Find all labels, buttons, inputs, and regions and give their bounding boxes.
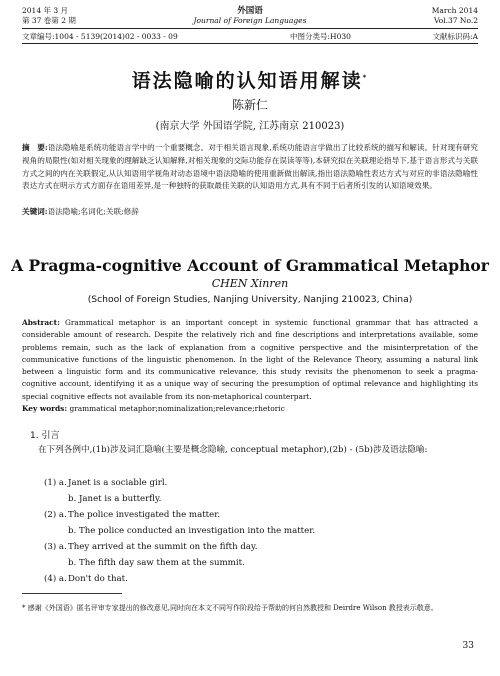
example-2a bbox=[44, 508, 220, 522]
example-text: The police investigated the matter. bbox=[68, 510, 221, 520]
example-4a bbox=[44, 572, 128, 586]
abstract-en bbox=[22, 317, 478, 403]
keywords-zh-label: 关键词: bbox=[22, 207, 48, 216]
header-journal-en: Journal of Foreign Languages bbox=[193, 16, 307, 25]
example-number: (1) a. bbox=[44, 478, 67, 488]
page-number: 33 bbox=[462, 641, 474, 651]
title-footnote-mark: * bbox=[362, 73, 369, 82]
meta-rule bbox=[22, 43, 478, 44]
example-text: Janet is a sociable girl. bbox=[68, 478, 168, 488]
abstract-en-text: Grammatical metaphor is an important concept in systemic functional grammar that has attracted a considerable amount of research. Despite the relatively rich and fine descriptions and interpretations available, some problems remain, such as the lack of explanation from a cognitive perspective and the misinterpretation of the communicative functions of the linguistic phenomenon. In the light of the Relevance Theory, assuming a natural link between a linguistic form and its communicative relevance, this study revisits the phenomenon to seek a pragma-cognitive account, identifying it as a unique way of securing the presumption of optimal relevance and highlighting its special cognitive effects not available from its non-metaphorical counterpart. bbox=[22, 318, 478, 401]
author-en: CHEN Xinren bbox=[211, 277, 289, 290]
keywords-en-label: Key words: bbox=[22, 404, 68, 413]
intro-paragraph: 在下列各例中,(1b)涉及词汇隐喻(主要是概念隐喻, conceptual metaphor),(2b) - (5b)涉及语法隐喻: bbox=[38, 445, 428, 455]
example-number: (2) a. bbox=[44, 510, 67, 520]
title-zh bbox=[0, 66, 500, 93]
running-header bbox=[22, 6, 478, 30]
footnote-rule bbox=[22, 593, 122, 594]
header-rule bbox=[22, 28, 478, 29]
example-3a bbox=[44, 540, 257, 554]
example-1b: b. Janet is a butterfly. bbox=[68, 494, 162, 504]
affiliation-zh: (南京大学 外国语学院, 江苏南京 210023) bbox=[155, 121, 345, 132]
abstract-zh bbox=[22, 142, 478, 193]
header-volume-zh: 第 37 卷第 2 期 bbox=[22, 16, 76, 25]
example-3b: b. The fifth day saw them at the summit. bbox=[68, 558, 245, 568]
keywords-zh bbox=[22, 206, 478, 219]
example-1a bbox=[44, 476, 167, 490]
affiliation-en: (School of Foreign Studies, Nanjing University, Nanjing 210023, China) bbox=[87, 294, 413, 305]
example-2b: b. The police conducted an investigation into the matter. bbox=[68, 526, 316, 536]
header-volume-en: Vol.37 No.2 bbox=[433, 16, 478, 25]
article-number: 文章编号:1004 - 5139(2014)02 - 0033 - 09 bbox=[22, 32, 178, 41]
article-meta bbox=[22, 31, 478, 43]
author-zh: 陈新仁 bbox=[231, 98, 268, 112]
abstract-zh-label: 摘 要: bbox=[22, 143, 48, 152]
header-date-en: March 2014 bbox=[431, 6, 478, 15]
example-text: Don't do that. bbox=[68, 574, 128, 584]
title-en: A Pragma-cognitive Account of Grammatical Metaphor bbox=[11, 256, 489, 275]
keywords-zh-text: 语法隐喻;名词化;关联;修辞 bbox=[47, 207, 139, 216]
example-text: They arrived at the summit on the fifth day. bbox=[68, 542, 258, 552]
abstract-zh-text: 语法隐喻是系统功能语言学中的一个重要概念。对于相关语言现象,系统功能语言学做出了比较系统的描写和解读。针对现有研究视角的局限性(如对相关现象的理解缺乏认知解释,对相关现象的交际功能存在误读等等),本研究拟在关联理论指导下,基于语言形式与关联方式之间的内在关联假定,从认知语用学视角对动态语境中语法隐喻的使用重新做出解读,指出语法隐喻性表达方式与对应的非语法隐喻性表达方式在明示方式方面存在语用差异,是一种独特的获取最佳关联的认知语用方式,具有不同于后者所引发的认知语境效果。 bbox=[22, 143, 478, 191]
footnote: * 感谢《外国语》匿名评审专家提出的修改意见,同时向在本文不同写作阶段给予帮助的何自然教授和 Deirdre Wilson 教授表示敬意。 bbox=[22, 604, 438, 612]
header-journal-zh: 外国语 bbox=[237, 6, 263, 16]
title-zh-text: 语法隐喻的认知语用解读 bbox=[131, 70, 363, 92]
document-code: 文献标识码:A bbox=[432, 32, 478, 41]
section-heading-introduction: 1. 引言 bbox=[30, 431, 60, 441]
abstract-en-label: Abstract: bbox=[22, 318, 60, 327]
example-number: (4) a. bbox=[44, 574, 67, 584]
keywords-en-text: grammatical metaphor;nominalization;relevance;rhetoric bbox=[69, 404, 285, 413]
example-number: (3) a. bbox=[44, 542, 67, 552]
keywords-en bbox=[22, 403, 478, 415]
class-number: 中图分类号:H030 bbox=[290, 32, 351, 41]
header-right bbox=[432, 6, 478, 26]
header-date-zh: 2014 年 3 月 bbox=[22, 6, 69, 15]
header-center bbox=[22, 6, 478, 26]
